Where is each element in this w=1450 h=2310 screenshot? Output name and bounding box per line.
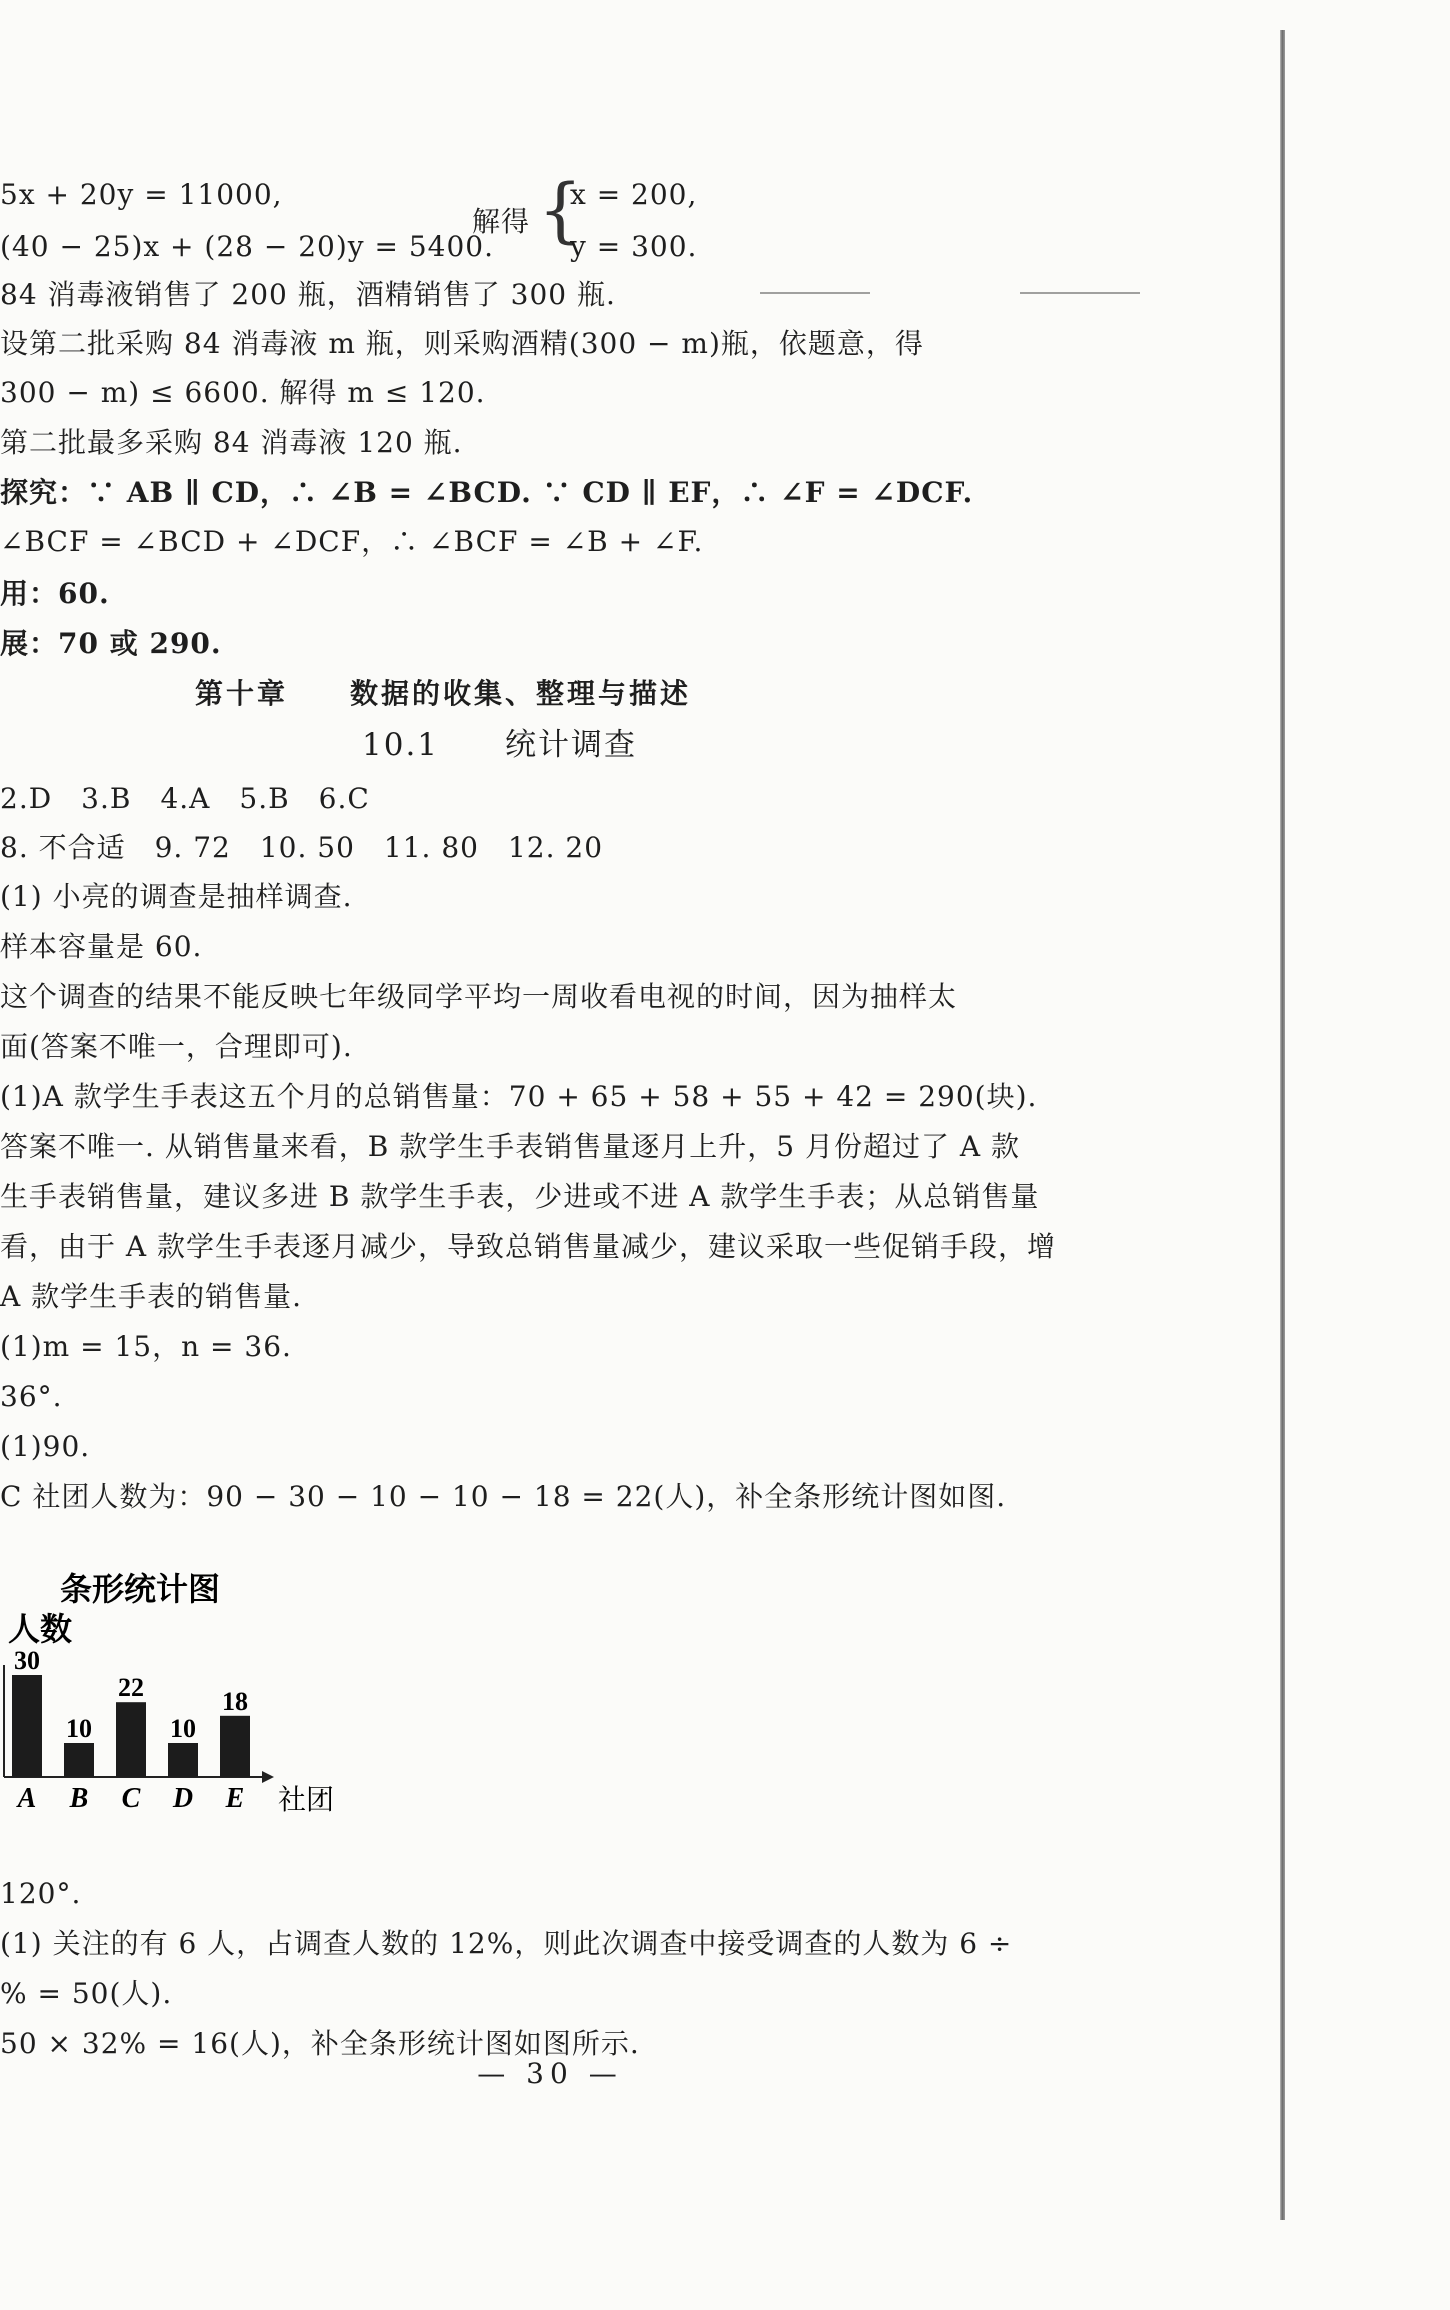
answer-line: A 款学生手表的销售量. xyxy=(0,1280,303,1313)
data-label: 22 xyxy=(118,1673,144,1703)
solution-y: y = 300. xyxy=(570,230,698,263)
data-label: 18 xyxy=(222,1686,248,1716)
text-line: 84 消毒液销售了 200 瓶，酒精销售了 300 瓶. xyxy=(0,278,616,311)
bar-chart xyxy=(0,1570,420,1850)
data-label: 10 xyxy=(170,1714,196,1743)
section-title: 10.1 统计调查 xyxy=(362,727,638,763)
text-line: 用：60. xyxy=(0,577,110,610)
answer-line: 答案不唯一. 从销售量来看，B 款学生手表销售量逐月上升，5 月份超过了 A 款 xyxy=(0,1130,1021,1163)
bar-C xyxy=(116,1702,146,1777)
text-line: 展：70 或 290. xyxy=(0,627,222,660)
bar-E xyxy=(220,1716,250,1777)
answer-line: (1)m = 15，n = 36. xyxy=(0,1330,292,1363)
x-tick-label: B xyxy=(69,1783,89,1814)
y-axis-label: 人数 xyxy=(8,1610,73,1648)
answer-line: 50 × 32% = 16(人)，补全条形统计图如图所示. xyxy=(0,2027,640,2060)
answer-line: C 社团人数为：90 − 30 − 10 − 10 − 18 = 22(人)，补全条形统计图如图. xyxy=(0,1480,1007,1513)
x-axis-label: 社团 xyxy=(278,1783,335,1816)
text-line: 第二批最多采购 84 消毒液 120 瓶. xyxy=(0,426,463,459)
chart-title: 条形统计图 xyxy=(60,1570,221,1608)
answer-line: 这个调查的结果不能反映七年级同学平均一周收看电视的时间，因为抽样太 xyxy=(0,980,958,1013)
x-tick-label: A xyxy=(17,1783,37,1814)
solution-x: x = 200, xyxy=(570,178,698,211)
answer-line: 2.D 3.B 4.A 5.B 6.C xyxy=(0,782,370,815)
text-line: 探究：∵ AB ∥ CD，∴ ∠B = ∠BCD. ∵ CD ∥ EF，∴ ∠F = ∠DCF. xyxy=(0,476,974,509)
equation-line-2: (40 − 25)x + (28 − 20)y = 5400. xyxy=(0,230,495,263)
answer-line: 看，由于 A 款学生手表逐月减少，导致总销售量减少，建议采取一些促销手段，增 xyxy=(0,1230,1057,1263)
answer-line: 120°. xyxy=(0,1877,82,1910)
answer-line: 生手表销售量，建议多进 B 款学生手表，少进或不进 A 款学生手表；从总销售量 xyxy=(0,1180,1040,1213)
scan-mark xyxy=(760,292,870,294)
text-line: 设第二批采购 84 消毒液 m 瓶，则采购酒精(300 − m)瓶，依题意，得 xyxy=(0,327,924,360)
x-tick-label: E xyxy=(225,1783,245,1814)
equation-line-1: 5x + 20y = 11000, xyxy=(0,178,283,211)
answer-line: (1) 小亮的调查是抽样调查. xyxy=(0,880,353,913)
answer-line: 样本容量是 60. xyxy=(0,930,203,963)
x-tick-label: C xyxy=(121,1783,141,1814)
answer-line: 8. 不合适 9. 72 10. 50 11. 80 12. 20 xyxy=(0,831,604,864)
solution-label: 解得 xyxy=(472,205,531,238)
x-tick-label: D xyxy=(172,1783,194,1814)
page-number: — 30 — xyxy=(477,2057,623,2090)
page-edge-shadow xyxy=(1280,30,1285,2220)
answer-line: (1)A 款学生手表这五个月的总销售量：70 + 65 + 58 + 55 + 42 = 290(块). xyxy=(0,1080,1038,1113)
text-line: 300 − m) ≤ 6600. 解得 m ≤ 120. xyxy=(0,376,486,409)
answer-line: % = 50(人). xyxy=(0,1977,173,2010)
x-axis-arrow xyxy=(262,1771,274,1783)
data-label: 30 xyxy=(14,1646,40,1675)
scan-mark xyxy=(1020,292,1140,294)
bar-B xyxy=(64,1743,94,1777)
answer-line: 面(答案不唯一，合理即可). xyxy=(0,1030,353,1063)
answer-line: 36°. xyxy=(0,1380,63,1413)
solution-brace: { xyxy=(538,169,583,251)
bar-D xyxy=(168,1743,198,1777)
answer-line: (1)90. xyxy=(0,1430,91,1463)
bar-A xyxy=(12,1675,42,1777)
text-line: ∠BCF = ∠BCD + ∠DCF，∴ ∠BCF = ∠B + ∠F. xyxy=(0,525,704,558)
answer-line: (1) 关注的有 6 人，占调查人数的 12%，则此次调查中接受调查的人数为 6 ÷ xyxy=(0,1927,1013,1960)
chapter-title: 第十章 数据的收集、整理与描述 xyxy=(195,677,692,710)
data-label: 10 xyxy=(66,1714,92,1743)
